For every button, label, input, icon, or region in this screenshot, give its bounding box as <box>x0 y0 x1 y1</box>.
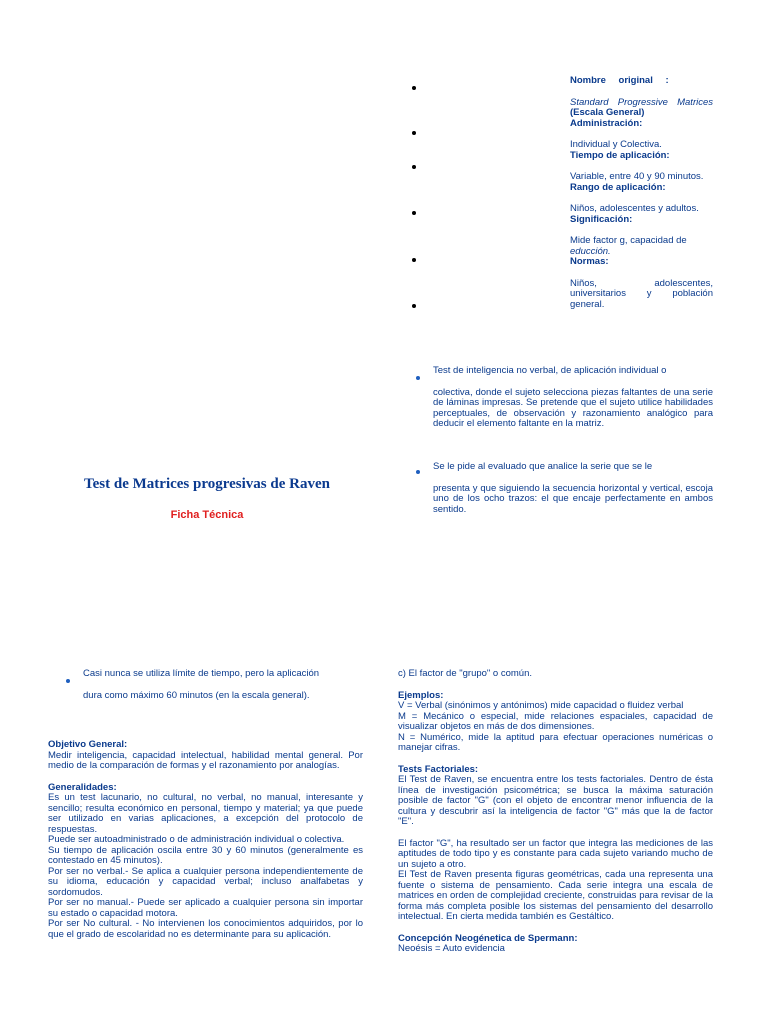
bullet-dot <box>66 679 70 683</box>
time-bullet <box>83 669 365 701</box>
signif-value-a: Mide factor g, capacidad de <box>570 235 687 246</box>
ejemplo-numerico: N = Numérico, mide la aptitud para efectuar operaciones numéricas o manejar cifras. <box>398 731 713 753</box>
tests-factoriales-heading: Tests Factoriales: <box>398 763 479 775</box>
tests-p2: El factor "G", ha resultado ser un factor que integra las mediciones de las aptitudes de todo tipo y es constante para cada sujeto variando mucho de un sujeto a otro. <box>398 837 713 870</box>
field-bullet <box>412 86 416 90</box>
bullet-dot <box>416 470 420 474</box>
generalidades-heading: Generalidades: <box>48 781 117 793</box>
ejemplo-verbal: V = Verbal (sinónimos y antónimos) mide capacidad o fluidez verbal <box>398 700 684 711</box>
rango-label: Rango de aplicación: <box>570 181 666 193</box>
technical-sheet <box>570 76 713 310</box>
tests-p1: El Test de Raven, se encuentra entre los tests factoriales. Dentro de ésta línea de investigación psicométrica; se busca la máxima saturación posible de factor "G" (con el objeto de encontrar menor influencia de la cultura y descubrir así la inteligencia de factor "G" más que la de factor "E". <box>398 774 713 827</box>
bullet-first-line: Casi nunca se utiliza límite de tiempo, pero la aplicación <box>83 668 320 679</box>
bullet-rest: presenta y que siguiendo la secuencia horizontal y vertical, escoja uno de los ocho trazos: el que encaje perfectamente en ambos sentido. <box>433 482 713 515</box>
field-bullet <box>412 131 416 135</box>
nombre-value-rest: (Escala General) <box>570 107 645 118</box>
bullet-paragraph <box>433 366 713 430</box>
field-bullet <box>412 165 416 169</box>
generalidades-p2: Puede ser autoadministrado o de administración individual o colectiva. <box>48 834 345 845</box>
generalidades-p6: Por ser No cultural. - No intervienen los conocimientos adquiridos, por lo que el grado de escolaridad no es determinante para su aplicación. <box>48 918 363 940</box>
generalidades-p5: Por ser no manual.- Puede ser aplicado a cualquier persona sin importar su estado o capacidad motora. <box>48 897 363 919</box>
concepcion-heading: Concepción Neogénetica de Spermann: <box>398 932 578 944</box>
normas-value: Niños, adolescentes, universitarios y población general. <box>570 277 713 310</box>
ejemplos-heading: Ejemplos: <box>398 689 444 701</box>
page-subtitle: Ficha Técnica <box>170 509 244 521</box>
bullet-paragraph <box>433 462 713 515</box>
admin-value: Individual y Colectiva. <box>570 139 662 150</box>
generalidades-p1: Es un test lacunario, no cultural, no verbal, no manual, interesante y sencillo; resulta económico en personal, tiempo y material; ya que puede ser utilizado en varias aplicaciones, a excepción del protocolo de respuestas. <box>48 792 363 835</box>
tiempo-value: Variable, entre 40 y 90 minutos. <box>570 171 704 182</box>
objetivo-body: Medir inteligencia, capacidad intelectual, habilidad mental general. Por medio de la comparación de formas y el razonamiento por analogías. <box>48 749 363 771</box>
field-bullet <box>412 258 416 262</box>
concepcion-line: Neoésis = Auto evidencia <box>398 943 505 954</box>
generalidades-p3: Su tiempo de aplicación oscila entre 30 y 60 minutos (generalmente es contestado en 45 minutos). <box>48 844 363 866</box>
page-title: Test de Matrices progresivas de Raven <box>84 476 330 492</box>
signif-label: Significación: <box>570 213 633 225</box>
right-column <box>398 669 713 955</box>
nombre-value <box>570 98 713 119</box>
bullet-first-line: Test de inteligencia no verbal, de aplicación individual o <box>433 365 667 376</box>
nombre-label: Nombre original : <box>570 75 669 86</box>
admin-label: Administración: <box>570 117 643 129</box>
signif-value <box>570 236 713 257</box>
bullet-rest: dura como máximo 60 minutos (en la escala general). <box>83 689 310 701</box>
field-bullet <box>412 211 416 215</box>
signif-value-b: educción. <box>570 245 611 257</box>
ejemplo-mecanico: M = Mecánico o especial, mide relaciones espaciales, capacidad de visualizar objetos en más de dos dimensiones. <box>398 710 713 732</box>
rango-value: Niños, adolescentes y adultos. <box>570 203 699 214</box>
field-bullet <box>412 304 416 308</box>
normas-label: Normas: <box>570 256 609 267</box>
left-column <box>48 740 363 940</box>
tests-p3: El Test de Raven presenta figuras geométricas, cada una representa una fuente o sistema de pensamiento. Cada serie integra una escala de matrices en orden de complejidad creciente, construidas para revisar de la forma más completa posible los sistemas del pensamiento del desarrollo intelectual. En cierta medida también es Gestáltico. <box>398 869 713 922</box>
objetivo-heading: Objetivo General: <box>48 739 128 750</box>
factor-c: c) El factor de "grupo" o común. <box>398 668 533 679</box>
bullet-rest: colectiva, donde el sujeto selecciona piezas faltantes de una serie de láminas impresas. Se pretende que el sujeto utilice habilidades perceptuales, de observación y razonamiento analógico para deducir el elemento faltante en la matriz. <box>433 386 713 429</box>
tiempo-label: Tiempo de aplicación: <box>570 149 670 161</box>
bullet-first-line: Se le pide al evaluado que analice la serie que se le <box>433 461 653 472</box>
bullet-dot <box>416 376 420 380</box>
generalidades-p4: Por ser no verbal.- Se aplica a cualquier persona independientemente de su idioma, educación y capacidad verbal; incluso analfabetas y sordomudos. <box>48 865 363 898</box>
nombre-value-italic: Standard Progressive Matrices <box>570 96 713 108</box>
